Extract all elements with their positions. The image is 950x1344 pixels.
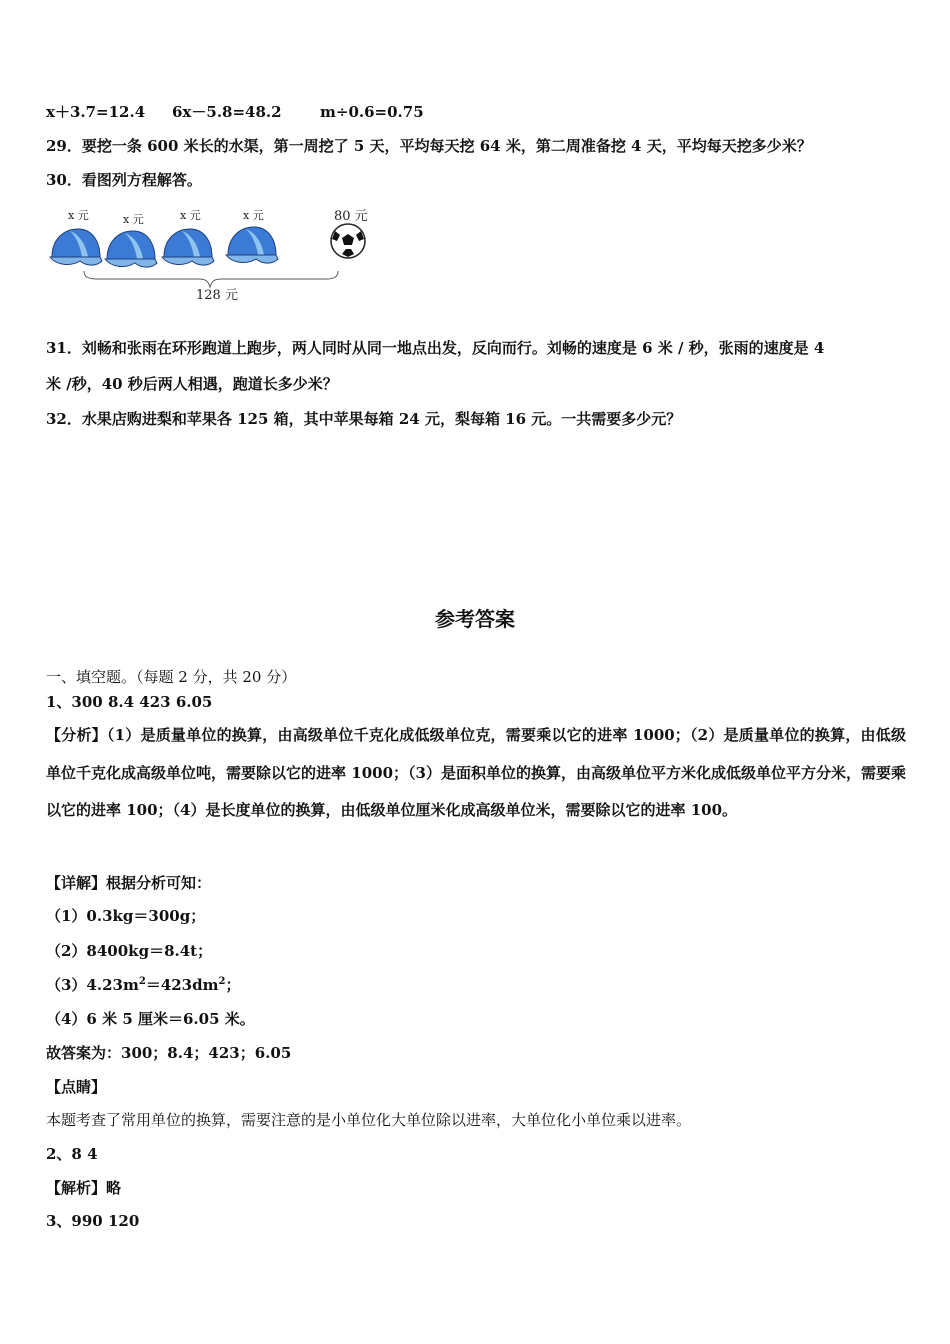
answer-1-analysis: 【分析】（1）是质量单位的换算，由高级单位千克化成低级单位克，需要乘以它的进率 1000；（2）是质量单位的换算，由低级单位千克化成高级单位吨，需要除以它的进率 1000；（3）是面积单位的换算，由高级单位平方米化成低级单位平方分米，需要乘以它的进率 100；（4）是长度单位的换算，由低级单位厘米化成高级单位米，需要除以它的进率 100。: [46, 726, 906, 819]
cap-price-label: x 元: [180, 209, 201, 222]
section-1-heading: 一、填空题。（每题 2 分，共 20 分）: [46, 668, 297, 686]
cap-icon: [105, 231, 157, 267]
superscript: 2: [218, 976, 226, 987]
question-31-line-2: 米 /秒，40 秒后两人相遇，跑道长多少米？: [46, 375, 338, 393]
question-30: 30．看图列方程解答。: [46, 171, 202, 189]
total-price-label: 128 元: [196, 288, 238, 303]
cap-icon: [50, 229, 102, 265]
answer-1-final: 故答案为：300；8.4；423；6.05: [46, 1044, 292, 1062]
total-brace: [84, 271, 338, 287]
answer-1: 1、300 8.4 423 6.05: [46, 693, 213, 711]
soccer-ball-icon: [331, 224, 365, 258]
answer-3: 3、990 120: [46, 1212, 140, 1230]
answer-1-note-heading: 【点睛】: [46, 1078, 107, 1096]
question-29: 29．要挖一条 600 米长的水渠，第一周挖了 5 天，平均每天挖 64 米，第二周准备挖 4 天，平均每天挖多少米？: [46, 137, 812, 155]
detail-3-part-3: ；: [225, 976, 241, 994]
answer-1-detail-3: [46, 975, 240, 995]
detail-3-part-2: ＝423dm: [145, 976, 219, 994]
question-30-figure: [46, 203, 386, 307]
superscript: 2: [138, 976, 146, 987]
detail-3-part-1: （3）4.23m: [46, 976, 139, 994]
cap-icon: [226, 227, 278, 263]
question-31-line-1: 31．刘畅和张雨在环形跑道上跑步，两人同时从同一地点出发，反向而行。刘畅的速度是 6 米 / 秒，张雨的速度是 4: [46, 339, 825, 357]
answer-1-detail-4: （4）6 米 5 厘米＝6.05 米。: [46, 1010, 255, 1028]
question-32: 32．水果店购进梨和苹果各 125 箱，其中苹果每箱 24 元，梨每箱 16 元。一共需要多少元？: [46, 410, 682, 428]
answer-title: 参考答案: [435, 607, 515, 631]
answer-1-note: 本题考查了常用单位的换算，需要注意的是小单位化大单位除以进率，大单位化小单位乘以进率。: [46, 1111, 692, 1129]
answer-1-detail-2: （2）8400kg＝8.4t；: [46, 942, 213, 960]
ball-price-label: 80 元: [334, 209, 368, 224]
answer-2-analysis: 【解析】略: [46, 1179, 122, 1197]
cap-price-label: x 元: [243, 209, 264, 222]
equation-2: 6x－5.8=48.2: [172, 103, 282, 121]
equation-3: m÷0.6=0.75: [320, 103, 424, 121]
cap-price-label: x 元: [68, 209, 89, 222]
answer-1-detail-1: （1）0.3kg＝300g；: [46, 907, 206, 925]
answer-2: 2、8 4: [46, 1145, 98, 1163]
equation-row: [46, 102, 424, 122]
equation-1: x＋3.7=12.4: [46, 103, 146, 121]
cap-icon: [162, 229, 214, 265]
cap-price-label: x 元: [123, 213, 144, 226]
answer-1-detail-heading: 【详解】根据分析可知：: [46, 874, 212, 892]
